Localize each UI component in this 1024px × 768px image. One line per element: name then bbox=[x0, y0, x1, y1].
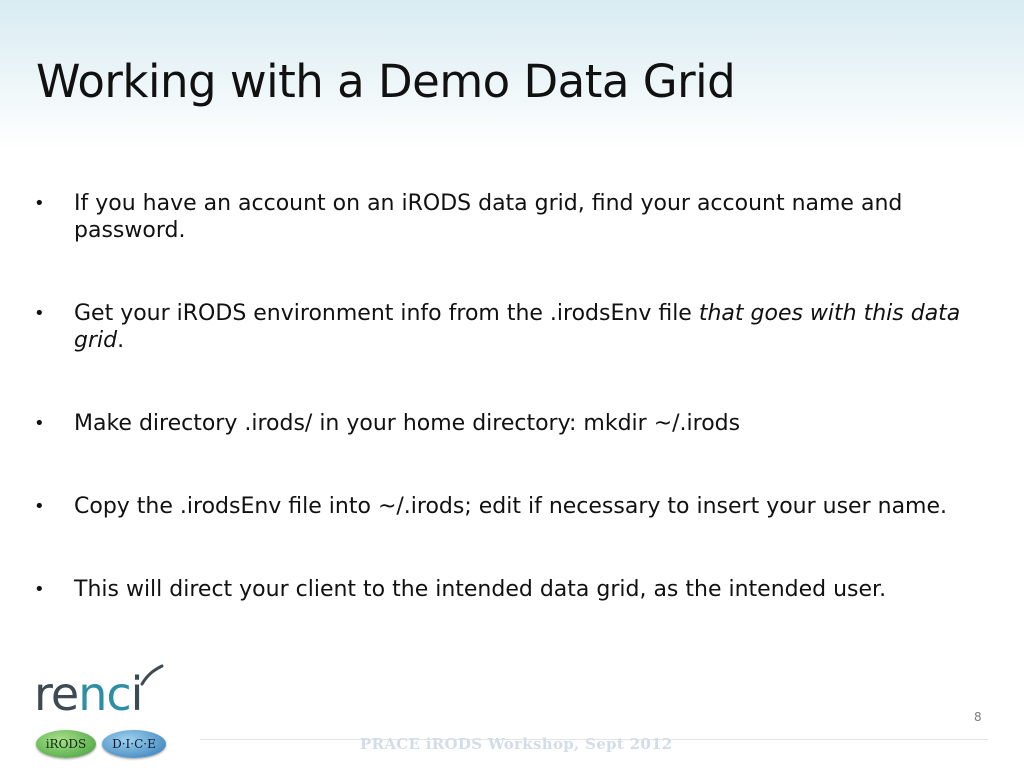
bullet-item bbox=[28, 576, 988, 603]
logo-area bbox=[34, 668, 184, 768]
bullet-text: Copy the .irodsEnv file into ~/.irods; edit if necessary to insert your user name. bbox=[74, 494, 948, 519]
bullet-item bbox=[28, 410, 988, 437]
bullet-text: . bbox=[117, 328, 125, 353]
bullet-dot-icon: • bbox=[34, 303, 45, 324]
bullet-item bbox=[28, 493, 988, 520]
renci-logo bbox=[34, 668, 142, 720]
bullet-list bbox=[28, 190, 988, 659]
renci-logo-i: i bbox=[130, 667, 143, 721]
bullet-dot-icon: • bbox=[34, 193, 45, 214]
bullet-text: Get your iRODS environment info from the .irodsEnv file bbox=[74, 301, 699, 326]
renci-logo-re: re bbox=[34, 667, 79, 721]
renci-logo-nc: nc bbox=[78, 667, 131, 721]
footer-text: PRACE iRODS Workshop, Sept 2012 bbox=[360, 735, 673, 753]
bullet-item bbox=[28, 190, 988, 244]
bullet-dot-icon: • bbox=[34, 496, 45, 517]
bullet-item bbox=[28, 300, 988, 354]
irods-badge: iRODS bbox=[36, 730, 96, 758]
bullet-text: that goes with this data grid bbox=[74, 301, 961, 353]
slide-title: Working with a Demo Data Grid bbox=[36, 55, 736, 108]
page-number: 8 bbox=[974, 710, 982, 724]
bullet-text: If you have an account on an iRODS data grid, find your account name and password. bbox=[74, 191, 903, 243]
dice-badge: D·I·C·E bbox=[102, 730, 166, 758]
bullet-dot-icon: • bbox=[34, 579, 45, 600]
bullet-dot-icon: • bbox=[34, 413, 45, 434]
bullet-text: This will direct your client to the intended data grid, as the intended user. bbox=[74, 577, 887, 602]
renci-swoosh-icon bbox=[138, 664, 168, 686]
bullet-text: Make directory .irods/ in your home directory: mkdir ~/.irods bbox=[74, 411, 741, 436]
